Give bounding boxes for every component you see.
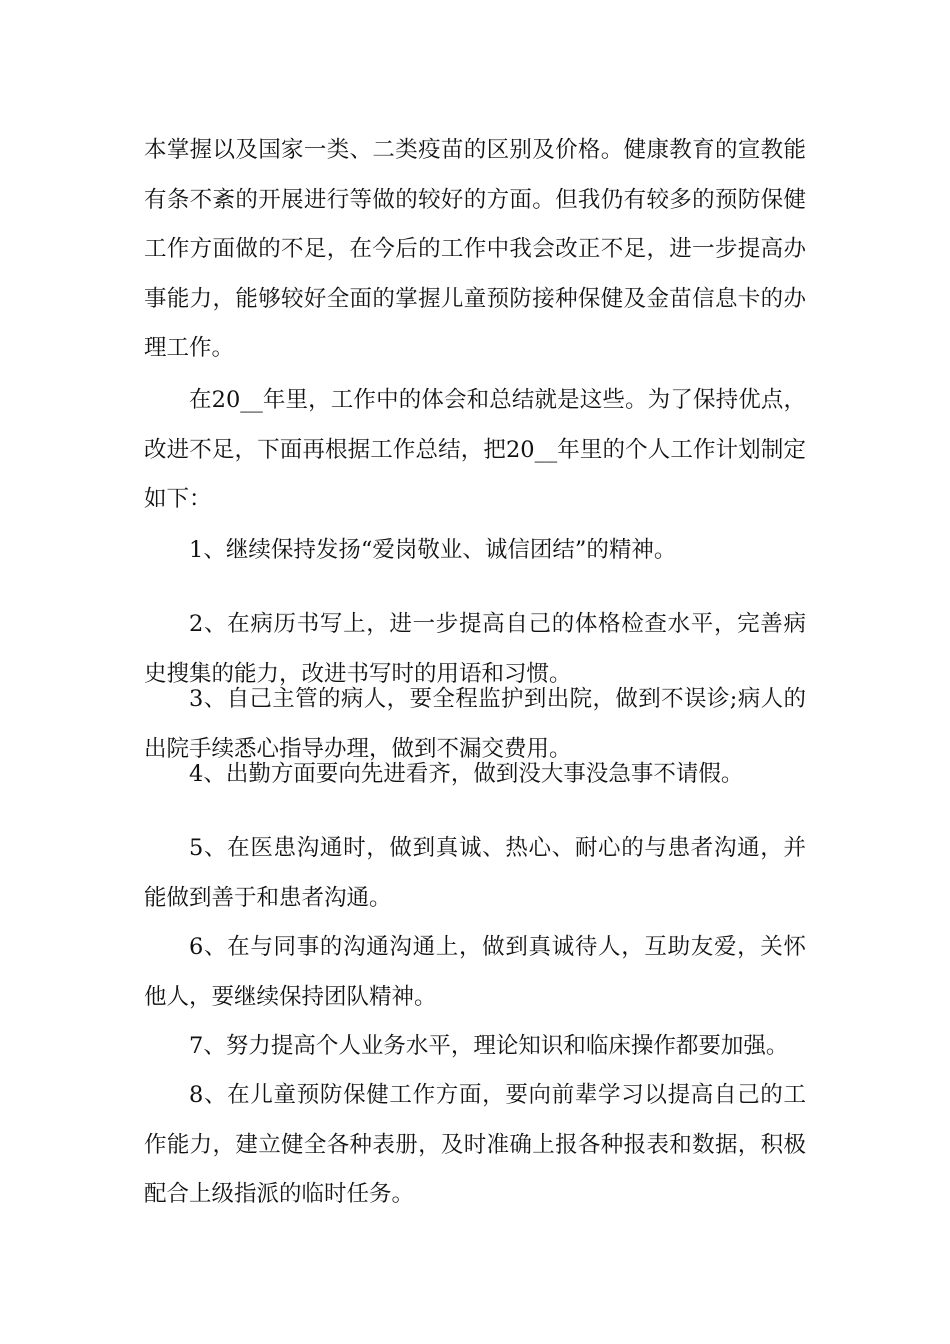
plan-item-4: 4、出勤方面要向先进看齐，做到没大事没急事不请假。 [189, 761, 744, 787]
plan-item-8: 8、在儿童预防保健工作方面，要向前辈学习以提高自己的工作能力，建立健全各种表册，及时准确上报各种报表和数据，积极配合上级指派的临时任务。 [144, 1082, 806, 1207]
paragraph-continuation: 本掌握以及国家一类、二类疫苗的区别及价格。健康教育的宣教能有条不紊的开展进行等做的较好的方面。但我仍有较多的预防保健工作方面做的不足，在今后的工作中我会改正不足，进一步提高办事能力，能够较好全面的掌握儿童预防接种保健及金苗信息卡的办理工作。 [144, 137, 806, 361]
plan-item-3: 3、自己主管的病人，要全程监护到出院，做到不误诊;病人的出院手续悉心指导办理，做到不漏交费用。 [144, 686, 806, 762]
plan-item-7: 7、努力提高个人业务水平，理论知识和临床操作都要加强。 [189, 1033, 789, 1059]
plan-item-2: 2、在病历书写上，进一步提高自己的体格检查水平，完善病史搜集的能力，改进书写时的用语和习惯。 [144, 611, 806, 687]
plan-item-1: 1、继续保持发扬“爱岗敬业、诚信团结”的精神。 [189, 537, 677, 563]
plan-item-6: 6、在与同事的沟通沟通上，做到真诚待人，互助友爱，关怀他人，要继续保持团队精神。 [144, 934, 806, 1010]
plan-item-5: 5、在医患沟通时，做到真诚、热心、耐心的与患者沟通，并能做到善于和患者沟通。 [144, 835, 806, 911]
paragraph-summary-intro: 在20__年里，工作中的体会和总结就是这些。为了保持优点，改进不足，下面再根据工作总结，把20__年里的个人工作计划制定如下： [144, 387, 806, 512]
